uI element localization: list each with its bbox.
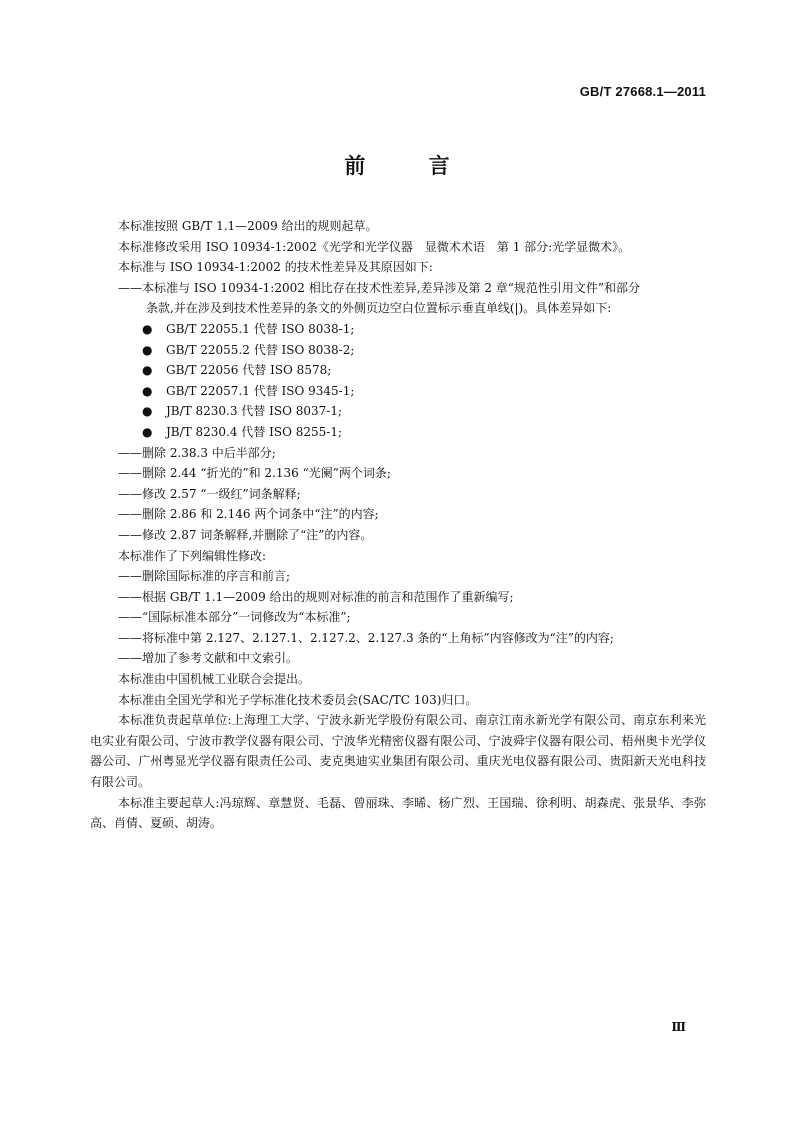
- bullet-item: [90, 319, 706, 340]
- text-line: 本标准与 ISO 10934-1:2002 的技术性差异及其原因如下:: [118, 260, 433, 275]
- bullet-icon: ●: [142, 383, 153, 398]
- bullet-icon: ●: [142, 342, 153, 357]
- edit-item: ——“国际标准本部分”一词修改为“本标准”;: [118, 610, 351, 625]
- bullet-icon: ●: [142, 321, 153, 336]
- bullet-item: [90, 340, 706, 361]
- bullet-item: [90, 401, 706, 422]
- bullet-text: GB/T 22055.2 代替 ISO 8038-2;: [166, 342, 355, 357]
- bullet-item: [90, 381, 706, 402]
- standard-code: GB/T 27668.1—2011: [579, 84, 706, 99]
- drafters: 本标准主要起草人:冯琼辉、章慧贤、毛磊、曾丽珠、李晞、杨广烈、王国瑞、徐利明、胡森虎、张景华、李弥高、肖倩、夏硕、胡涛。: [90, 795, 706, 831]
- bullet-text: GB/T 22055.1 代替 ISO 8038-1;: [166, 321, 355, 336]
- text-line: 本标准修改采用 ISO 10934-1:2002《光学和光学仪器 显微术术语 第 1 部分:光学显微术》。: [118, 239, 631, 254]
- diff-intro-line: ——本标准与 ISO 10934-1:2002 相比存在技术性差异,差异涉及第 2 章“规范性引用文件”和部分: [118, 280, 641, 295]
- foreword-body: [90, 216, 706, 834]
- diff-item: ——删除 2.44 “折光的”和 2.136 “光阑”两个词条;: [118, 466, 391, 481]
- proposed-by: 本标准由中国机械工业联合会提出。: [118, 672, 311, 687]
- edit-item: ——根据 GB/T 1.1—2009 给出的规则对标准的前言和范围作了重新编写;: [118, 589, 514, 604]
- drafting-units: 本标准负责起草单位:上海理工大学、宁波永新光学股份有限公司、南京江南永新光学有限公司、南京东利来光电实业有限公司、宁波市教学仪器有限公司、宁波华光精密仪器有限公司、宁波舜宇仪器有限公司、梧州奥卡光学仪器公司、广州粤显光学仪器有限责任公司、麦克奥迪实业集团有限公司、重庆光电仪器有限公司、贵阳新天光电科技有限公司。: [90, 713, 706, 790]
- diff-item: ——修改 2.57 “一级红”词条解释;: [118, 486, 301, 501]
- diff-intro-continuation: 条款,并在涉及到技术性差异的条文的外侧页边空白位置标示垂直单线(|)。具体差异如下:: [146, 301, 612, 316]
- bullet-icon: ●: [142, 404, 153, 419]
- bullet-icon: ●: [142, 363, 153, 378]
- diff-item: ——修改 2.87 词条解释,并删除了“注”的内容。: [118, 527, 373, 542]
- bullet-text: JB/T 8230.3 代替 ISO 8037-1;: [166, 404, 342, 419]
- bullet-text: GB/T 22056 代替 ISO 8578;: [166, 363, 332, 378]
- diff-item: ——删除 2.38.3 中后半部分;: [118, 445, 276, 460]
- page-number: Ⅲ: [671, 1020, 686, 1034]
- diff-item: ——删除 2.86 和 2.146 两个词条中“注”的内容;: [118, 507, 379, 522]
- edit-intro: 本标准作了下列编辑性修改:: [118, 548, 267, 563]
- bullet-item: [90, 360, 706, 381]
- text-line: 本标准按照 GB/T 1.1—2009 给出的规则起草。: [118, 219, 378, 233]
- bullet-text: GB/T 22057.1 代替 ISO 9345-1;: [166, 383, 355, 398]
- edit-item: ——增加了参考文献和中文索引。: [118, 651, 299, 666]
- page-title: 前 言: [344, 154, 478, 178]
- managed-by: 本标准由全国光学和光子学标准化技术委员会(SAC/TC 103)归口。: [118, 692, 478, 707]
- edit-item: ——删除国际标准的序言和前言;: [118, 569, 291, 584]
- bullet-icon: ●: [142, 424, 153, 439]
- bullet-text: JB/T 8230.4 代替 ISO 8255-1;: [166, 424, 342, 439]
- bullet-item: [90, 422, 706, 443]
- edit-item: ——将标准中第 2.127、2.127.1、2.127.2、2.127.3 条的“上角标”内容修改为“注”的内容;: [118, 630, 614, 645]
